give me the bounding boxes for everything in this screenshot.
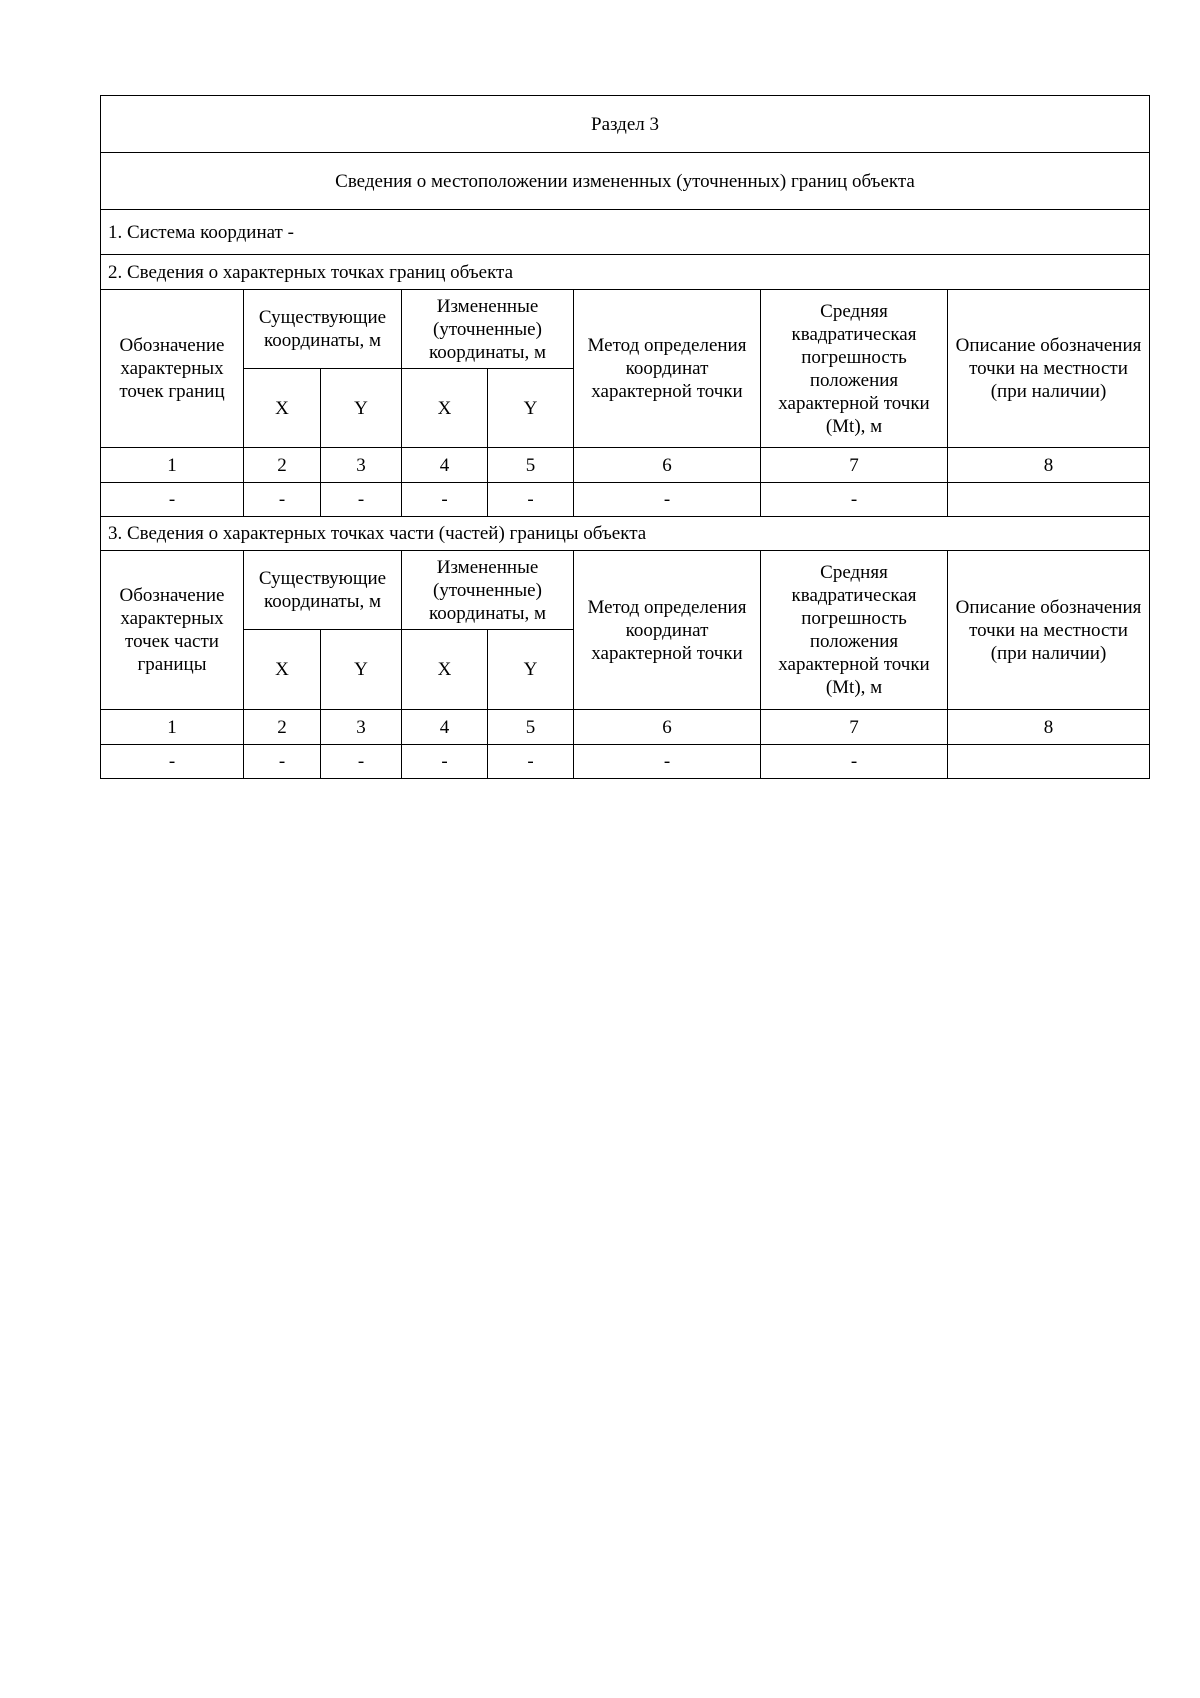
s2-cell: - [321, 483, 402, 517]
s2-h-method: Метод определения координат характерной точки [574, 290, 761, 448]
s3-h-y1: Y [321, 630, 402, 710]
s3-cell: - [488, 745, 574, 779]
s2-num: 2 [244, 448, 321, 483]
s2-h-y2: Y [488, 369, 574, 448]
s2-num: 8 [948, 448, 1150, 483]
s3-num: 6 [574, 710, 761, 745]
s3-cell: - [402, 745, 488, 779]
s2-h-x2: X [402, 369, 488, 448]
s3-num: 5 [488, 710, 574, 745]
s2-cell: - [488, 483, 574, 517]
s2-cell: - [101, 483, 244, 517]
s3-cell: - [574, 745, 761, 779]
s2-h-error: Средняя квадратическая погрешность положения характерной точки (Mt), м [761, 290, 948, 448]
s2-cell: - [402, 483, 488, 517]
s3-num: 7 [761, 710, 948, 745]
s3-num: 4 [402, 710, 488, 745]
s3-h-changed: Измененные (уточненные) координаты, м [402, 551, 574, 630]
s2-h-y1: Y [321, 369, 402, 448]
s3-h-designation: Обозначение характерных точек части границы [101, 551, 244, 710]
s3-h-description: Описание обозначения точки на местности (при наличии) [948, 551, 1150, 710]
s2-title: 2. Сведения о характерных точках границ объекта [101, 255, 1150, 290]
s3-h-x2: X [402, 630, 488, 710]
s2-h-existing: Существующие координаты, м [244, 290, 402, 369]
s3-num: 8 [948, 710, 1150, 745]
s3-num: 1 [101, 710, 244, 745]
s2-h-description: Описание обозначения точки на местности (при наличии) [948, 290, 1150, 448]
s2-cell: - [244, 483, 321, 517]
s2-cell: - [761, 483, 948, 517]
s3-h-existing: Существующие координаты, м [244, 551, 402, 630]
s2-h-changed: Измененные (уточненные) координаты, м [402, 290, 574, 369]
s2-num: 4 [402, 448, 488, 483]
s3-h-error: Средняя квадратическая погрешность положения характерной точки (Mt), м [761, 551, 948, 710]
s3-num: 3 [321, 710, 402, 745]
s3-h-method: Метод определения координат характерной точки [574, 551, 761, 710]
s2-h-designation: Обозначение характерных точек границ [101, 290, 244, 448]
s2-num: 1 [101, 448, 244, 483]
s3-cell: - [761, 745, 948, 779]
s2-cell: - [574, 483, 761, 517]
section-table [100, 95, 1150, 779]
s3-title: 3. Сведения о характерных точках части (частей) границы объекта [101, 517, 1150, 551]
s2-num: 6 [574, 448, 761, 483]
coord-system: 1. Система координат - [101, 210, 1150, 255]
s3-cell: - [244, 745, 321, 779]
section-subtitle: Сведения о местоположении измененных (уточненных) границ объекта [101, 153, 1150, 210]
s3-cell [948, 745, 1150, 779]
s2-cell [948, 483, 1150, 517]
s3-h-y2: Y [488, 630, 574, 710]
s2-h-x1: X [244, 369, 321, 448]
s2-num: 3 [321, 448, 402, 483]
s2-num: 5 [488, 448, 574, 483]
s2-num: 7 [761, 448, 948, 483]
s3-h-x1: X [244, 630, 321, 710]
section-title: Раздел 3 [101, 96, 1150, 153]
s3-cell: - [321, 745, 402, 779]
s3-cell: - [101, 745, 244, 779]
s3-num: 2 [244, 710, 321, 745]
